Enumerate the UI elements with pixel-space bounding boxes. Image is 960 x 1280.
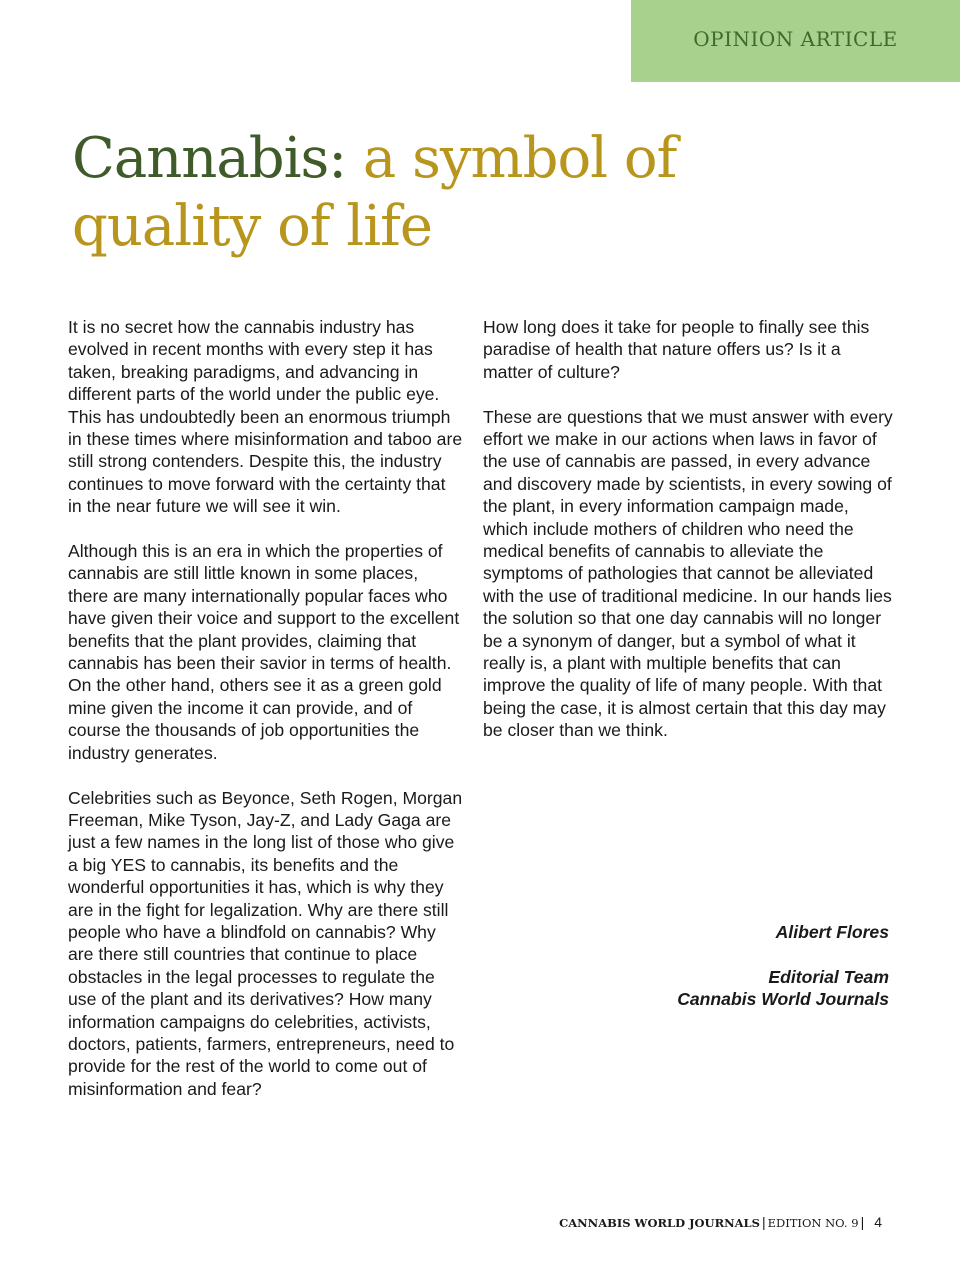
footer-separator: | — [761, 1214, 766, 1230]
article-column-right — [483, 316, 893, 764]
title-part-2: a symbol of quality of life — [72, 126, 677, 259]
title-part-1: Cannabis: — [72, 126, 347, 191]
paragraph: How long does it take for people to finally see this paradise of health that nature offers us? Is it a matter of culture? — [483, 317, 870, 382]
author-name: Alibert Flores — [775, 922, 889, 942]
page-footer — [500, 1212, 882, 1233]
section-tag — [631, 0, 960, 82]
footer-edition: EDITION NO. 9 — [767, 1216, 859, 1230]
team-signature — [560, 966, 889, 1011]
footer-publication: CANNABIS WORLD JOURNALS — [559, 1216, 760, 1230]
paragraph: It is no secret how the cannabis industry has evolved in recent months with every step it has taken, breaking paradigms, and advancing in different parts of the world under the public eye. This has undoubtedly been an enormous triumph in these times where misinformation and taboo are still strong contenders. Despite this, the industry continues to move forward with the certainty that in the near future we will see it win. — [68, 317, 463, 517]
team-publication: Cannabis World Journals — [677, 989, 889, 1010]
paragraph: Although this is an era in which the properties of cannabis are still little known in some places, there are many internationally popular faces who have given their voice and support to the excellent benefits that the plant provides, claiming that cannabis has been their savior in terms of health. On the other hand, others see it as a green gold mine given the income it can provide, and of course the thousands of job opportunities the industry generates. — [68, 541, 460, 763]
footer-page-separator: | — [860, 1214, 865, 1230]
paragraph: These are questions that we must answer with every effort we make in our actions when laws in favor of the use of cannabis are passed, in every advance and discovery made by scientists, in every sowing of the plant, in every information campaign made, which include mothers of children who need the medical benefits of cannabis to alleviate the symptoms of pathologies that cannot be alleviated with the use of traditional medicine. In our hands lies the solution so that one day cannabis will no longer be a synonym of danger, but a symbol of what it really is, a plant with multiple benefits that can improve the quality of life of many people. With that being the case, it is almost certain that this day may be closer than we think. — [483, 406, 893, 741]
author-signature — [560, 921, 889, 943]
page-number: 4 — [874, 1214, 882, 1230]
article-title — [72, 125, 772, 261]
team-name: Editorial Team — [768, 967, 889, 987]
article-column-left — [68, 316, 463, 1123]
paragraph: Celebrities such as Beyonce, Seth Rogen, Morgan Freeman, Mike Tyson, Jay-Z, and Lady Gaga are just a few names in the long list of those who give a big YES to cannabis, its benefits and the wonderful opportunities it has, which is why they are in the fight for legalization. Why are there still people who have a blindfold on cannabis? Why are there still countries that continue to place obstacles in the legal processes to regulate the use of the plant and its derivatives? How many information campaigns do celebrities, activists, doctors, patients, farmers, entrepreneurs, need to provide for the rest of the world to come out of misinformation and fear? — [68, 787, 463, 1099]
section-tag-label: OPINION ARTICLE — [693, 27, 898, 51]
